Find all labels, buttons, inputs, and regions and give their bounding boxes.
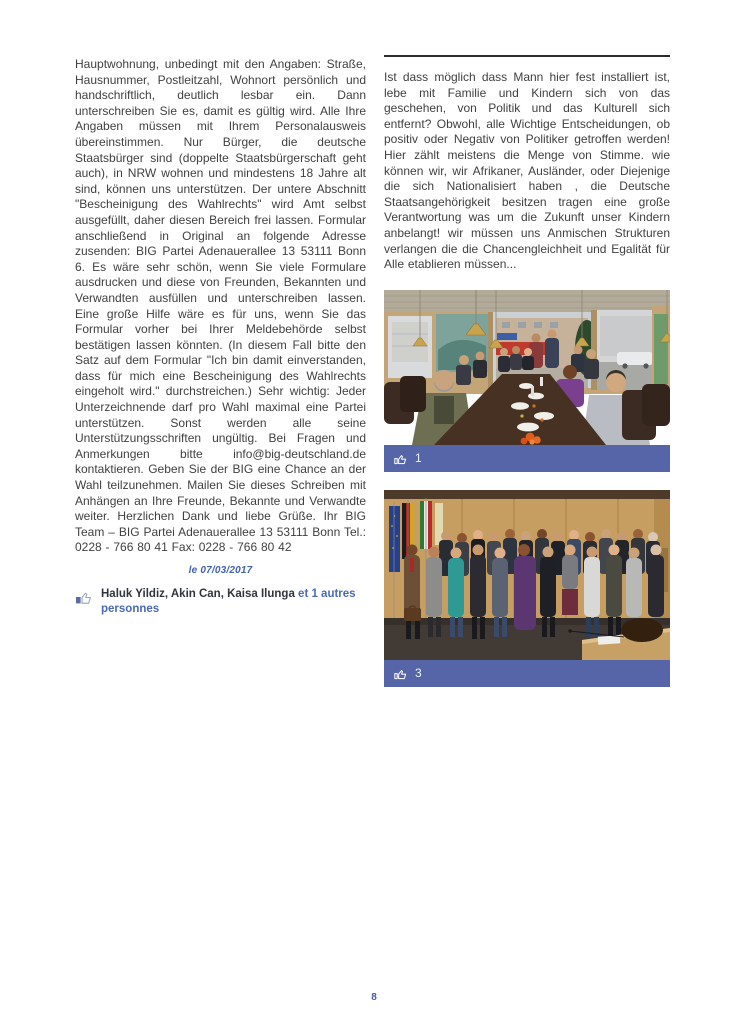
right-column bbox=[384, 55, 670, 687]
left-column bbox=[75, 57, 366, 617]
share-count-bar bbox=[384, 660, 670, 687]
post-date: le 07/03/2017 bbox=[188, 565, 253, 576]
photo-post-1 bbox=[384, 290, 670, 472]
share-count[interactable]: 3 bbox=[415, 666, 422, 681]
share-count[interactable]: 1 bbox=[415, 451, 422, 466]
group-photo bbox=[384, 490, 670, 660]
briefcase bbox=[404, 606, 421, 621]
liker-names[interactable]: Haluk Yildiz, Akin Can, Kaisa Ilunga bbox=[101, 588, 295, 600]
likes-row bbox=[75, 587, 366, 617]
ceiling bbox=[384, 290, 670, 312]
section-divider bbox=[384, 55, 670, 57]
likes-more-link[interactable]: et 1 autres personnes bbox=[101, 588, 356, 615]
share-icon[interactable] bbox=[393, 666, 408, 681]
right-paragraph: Ist dass möglich dass Mann hier fest installiert ist, lebe mit Familie und Kindern sich von das geschehen, von Politik und das Kulturell sich entfernt? Obwohl, alle Wichtige Entscheidungen, ob positiv oder Negativ von Politiker getroffen werden! Hier zählt meistens die Menge von Stimme. wie können wir, wir Afrikaner, Ausländer, oder Diejenige die sich Nationalisiert haben , die Deutsche Staatsangehörigkeit besitzen tragen eine große Verantwortung was um die Zukunft unser Kindern anbelangt! wir müssen uns Anmischen Strukturen verlangen die die Chancengleichheit und Egalität für Alle etablieren müssen... bbox=[384, 70, 670, 272]
likes-text bbox=[101, 587, 366, 617]
share-icon[interactable] bbox=[393, 451, 408, 466]
share-count-bar bbox=[384, 445, 670, 472]
thumbs-up-icon bbox=[75, 588, 93, 610]
left-paragraph: Hauptwohnung, unbedingt mit den Angaben: Straße, Hausnummer, Postleitzahl, Wohnort persönlich und handschriftlich, deutlich lesbar ein. Dann unterschreiben Sie es, damit es gültig wird. Alle Ihre Angaben müssen mit Ihrem Personalausweis übereinstimmen. Nur Bürger, die deutsche Staatsbürger sind (doppelte Staatsbürgerschaft geht auch), in NRW wohnen und mindestens 18 Jahre alt sind, können uns unterstützen. Der untere Abschnitt "Bescheinigung des Wahlrechts" wird Amt selbst ausgefüllt, daher diesen Bereich frei lassen. Formular anschließend in Original an folgende Adresse zusenden: BIG Partei Adenauerallee 13 53111 Bonn 6. Es wäre sehr schön, wenn Sie viele Formulare ausdrucken und diese von Freunden, Bekannten und Verwandten ausfüllen und unterschreiben lassen. Eine große Hilfe wäre es für uns, wenn Sie das Formular vorher bei Ihrer Meldebehörde selbst bestätigen lassen könnten. (In diesem Fall bitte den Satz auf dem Formular "Ich bin damit einverstanden, dass für mich eine Bescheinigung des Wahlrechts eingeholt wird." durchstreichen.) Sehr wichtig: Jeder Unterzeichnende darf pro Wahl maximal eine Partei unterstützen. Sonst werden alle seine Unterstützungsschriften ungültig. Bei Fragen und Anmerkungen bitte info@big-deutschland.de kontaktieren. Geben Sie der BIG eine Chance an der Wahl teilzunehmen. Mailen Sie dieses Schreiben mit Anhängen an Ihre Freunde, Bekannte und Verwandte weiter. Herzlichen Dank und liebe Grüße. Ihr BIG Team – BIG Partei Adenauerallee 13 53111 Bonn Tel.: 0228 - 766 80 41 Fax: 0228 - 766 80 42 bbox=[75, 57, 366, 555]
page-number: 8 bbox=[371, 992, 377, 1003]
photo-post-2 bbox=[384, 490, 670, 687]
restaurant-photo bbox=[384, 290, 670, 445]
